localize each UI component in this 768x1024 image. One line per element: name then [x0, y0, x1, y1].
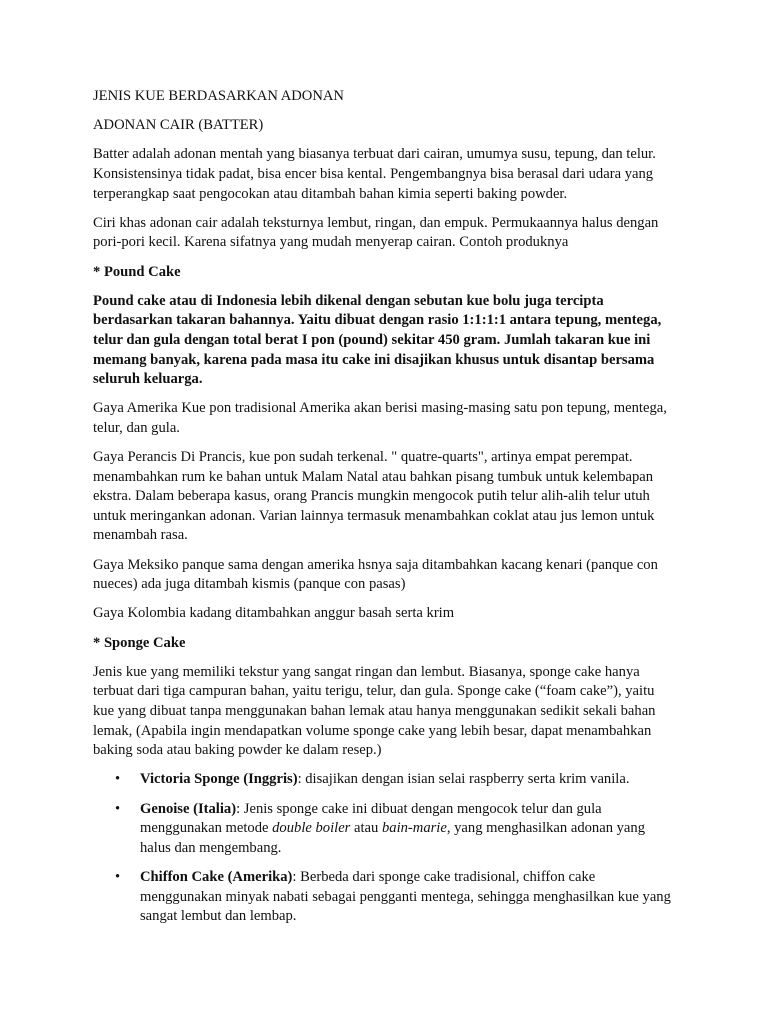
- intro-paragraph-1: Batter adalah adonan mentah yang biasanya terbuat dari cairan, umumya susu, tepung, dan telur. Konsistensinya tidak padat, bisa encer bisa kental. Pengembangnya bisa berasal dari udara yang terperangkap saat pengocokan atau ditambah bahan kimia seperti baking powder.: [93, 146, 656, 202]
- gaya-kolombia-paragraph: Gaya Kolombia kadang ditambahkan anggur basah serta krim: [93, 605, 455, 622]
- list-item-victoria-sponge: [140, 770, 678, 790]
- list-item-text: atau: [350, 820, 382, 837]
- list-item-term: Chiffon Cake (Amerika): [140, 868, 293, 885]
- list-item-text: : Jenis sponge cake ini dibuat dengan mengocok telur dan gula menggunakan metode: [140, 800, 602, 837]
- list-item-text: : Berbeda dari sponge cake tradisional, chiffon cake menggunakan minyak nabati sebagai pengganti mentega, sehingga menghasilkan kue yang sangat lembut dan lembap.: [140, 868, 671, 925]
- gaya-perancis-paragraph: Gaya Perancis Di Prancis, kue pon sudah terkenal. " quatre-quarts", artinya empat perempat. menambahkan rum ke bahan untuk Malam Natal atau bahkan pisang tumbuk untuk kelembapan ekstra. Dalam beberapa kasus, orang Prancis mungkin mengocok putih telur alih-alih telur utuh untuk meringankan adonan. Varian lainnya termasuk menambahkan coklat atau jus lemon untuk menambah rasa.: [93, 449, 655, 544]
- list-item-genoise: [140, 800, 678, 859]
- list-item-term: Genoise (Italia): [140, 800, 237, 817]
- pound-cake-heading: * Pound Cake: [93, 263, 181, 280]
- list-item-text: , yang menghasilkan adonan yang halus dan mengembang.: [140, 820, 646, 856]
- list-item-text: : disajikan dengan isian selai raspberry serta krim vanila.: [297, 771, 630, 788]
- list-item-chiffon-cake: [140, 868, 678, 927]
- pound-cake-description: Pound cake atau di Indonesia lebih dikenal dengan sebutan kue bolu juga tercipta berdasarkan takaran bahannya. Yaitu dibuat dengan rasio 1:1:1:1 antara tepung, mentega, telur dan gula dengan total berat I pon (pound) sekitar 450 gram. Jumlah takaran kue ini memang banyak, karena pada masa itu cake ini disajikan khusus untuk disantap bersama seluruh keluarga.: [93, 292, 662, 388]
- intro-paragraph-2: Ciri khas adonan cair adalah teksturnya lembut, ringan, dan empuk. Permukaannya halus dengan pori-pori kecil. Karena sifatnya yang mudah menyerap cairan. Contoh produknya: [93, 214, 659, 251]
- list-item-term: Victoria Sponge (Inggris): [140, 771, 298, 788]
- list-item-emphasis: double boiler: [272, 820, 351, 837]
- sponge-cake-heading: * Sponge Cake: [93, 634, 186, 651]
- gaya-amerika-paragraph: Gaya Amerika Kue pon tradisional Amerika akan berisi masing-masing satu pon tepung, mentega, telur, dan gula.: [93, 400, 667, 436]
- document-heading: JENIS KUE BERDASARKAN ADONAN: [93, 88, 344, 104]
- document-subheading: ADONAN CAIR (BATTER): [93, 117, 264, 134]
- sponge-cake-variants-list: [93, 770, 678, 926]
- list-item-emphasis: bain-marie: [381, 820, 447, 837]
- sponge-cake-description: Jenis kue yang memiliki tekstur yang sangat ringan dan lembut. Biasanya, sponge cake hanya terbuat dari tiga campuran bahan, yaitu terigu, telur, dan gula. Sponge cake (“foam cake”), yaitu kue yang dibuat tanpa menggunakan bahan lemak atau hanya menggunakan sedikit sekali bahan lemak, (Apabila ingin mendapatkan volume sponge cake yang lebih besar, dapat menambahkan baking soda atau baking powder ke dalam resep.): [93, 663, 656, 759]
- gaya-meksiko-paragraph: Gaya Meksiko panque sama dengan amerika hsnya saja ditambahkan kacang kenari (panque con nueces) ada juga ditambah kismis (panque con pasas): [93, 556, 658, 593]
